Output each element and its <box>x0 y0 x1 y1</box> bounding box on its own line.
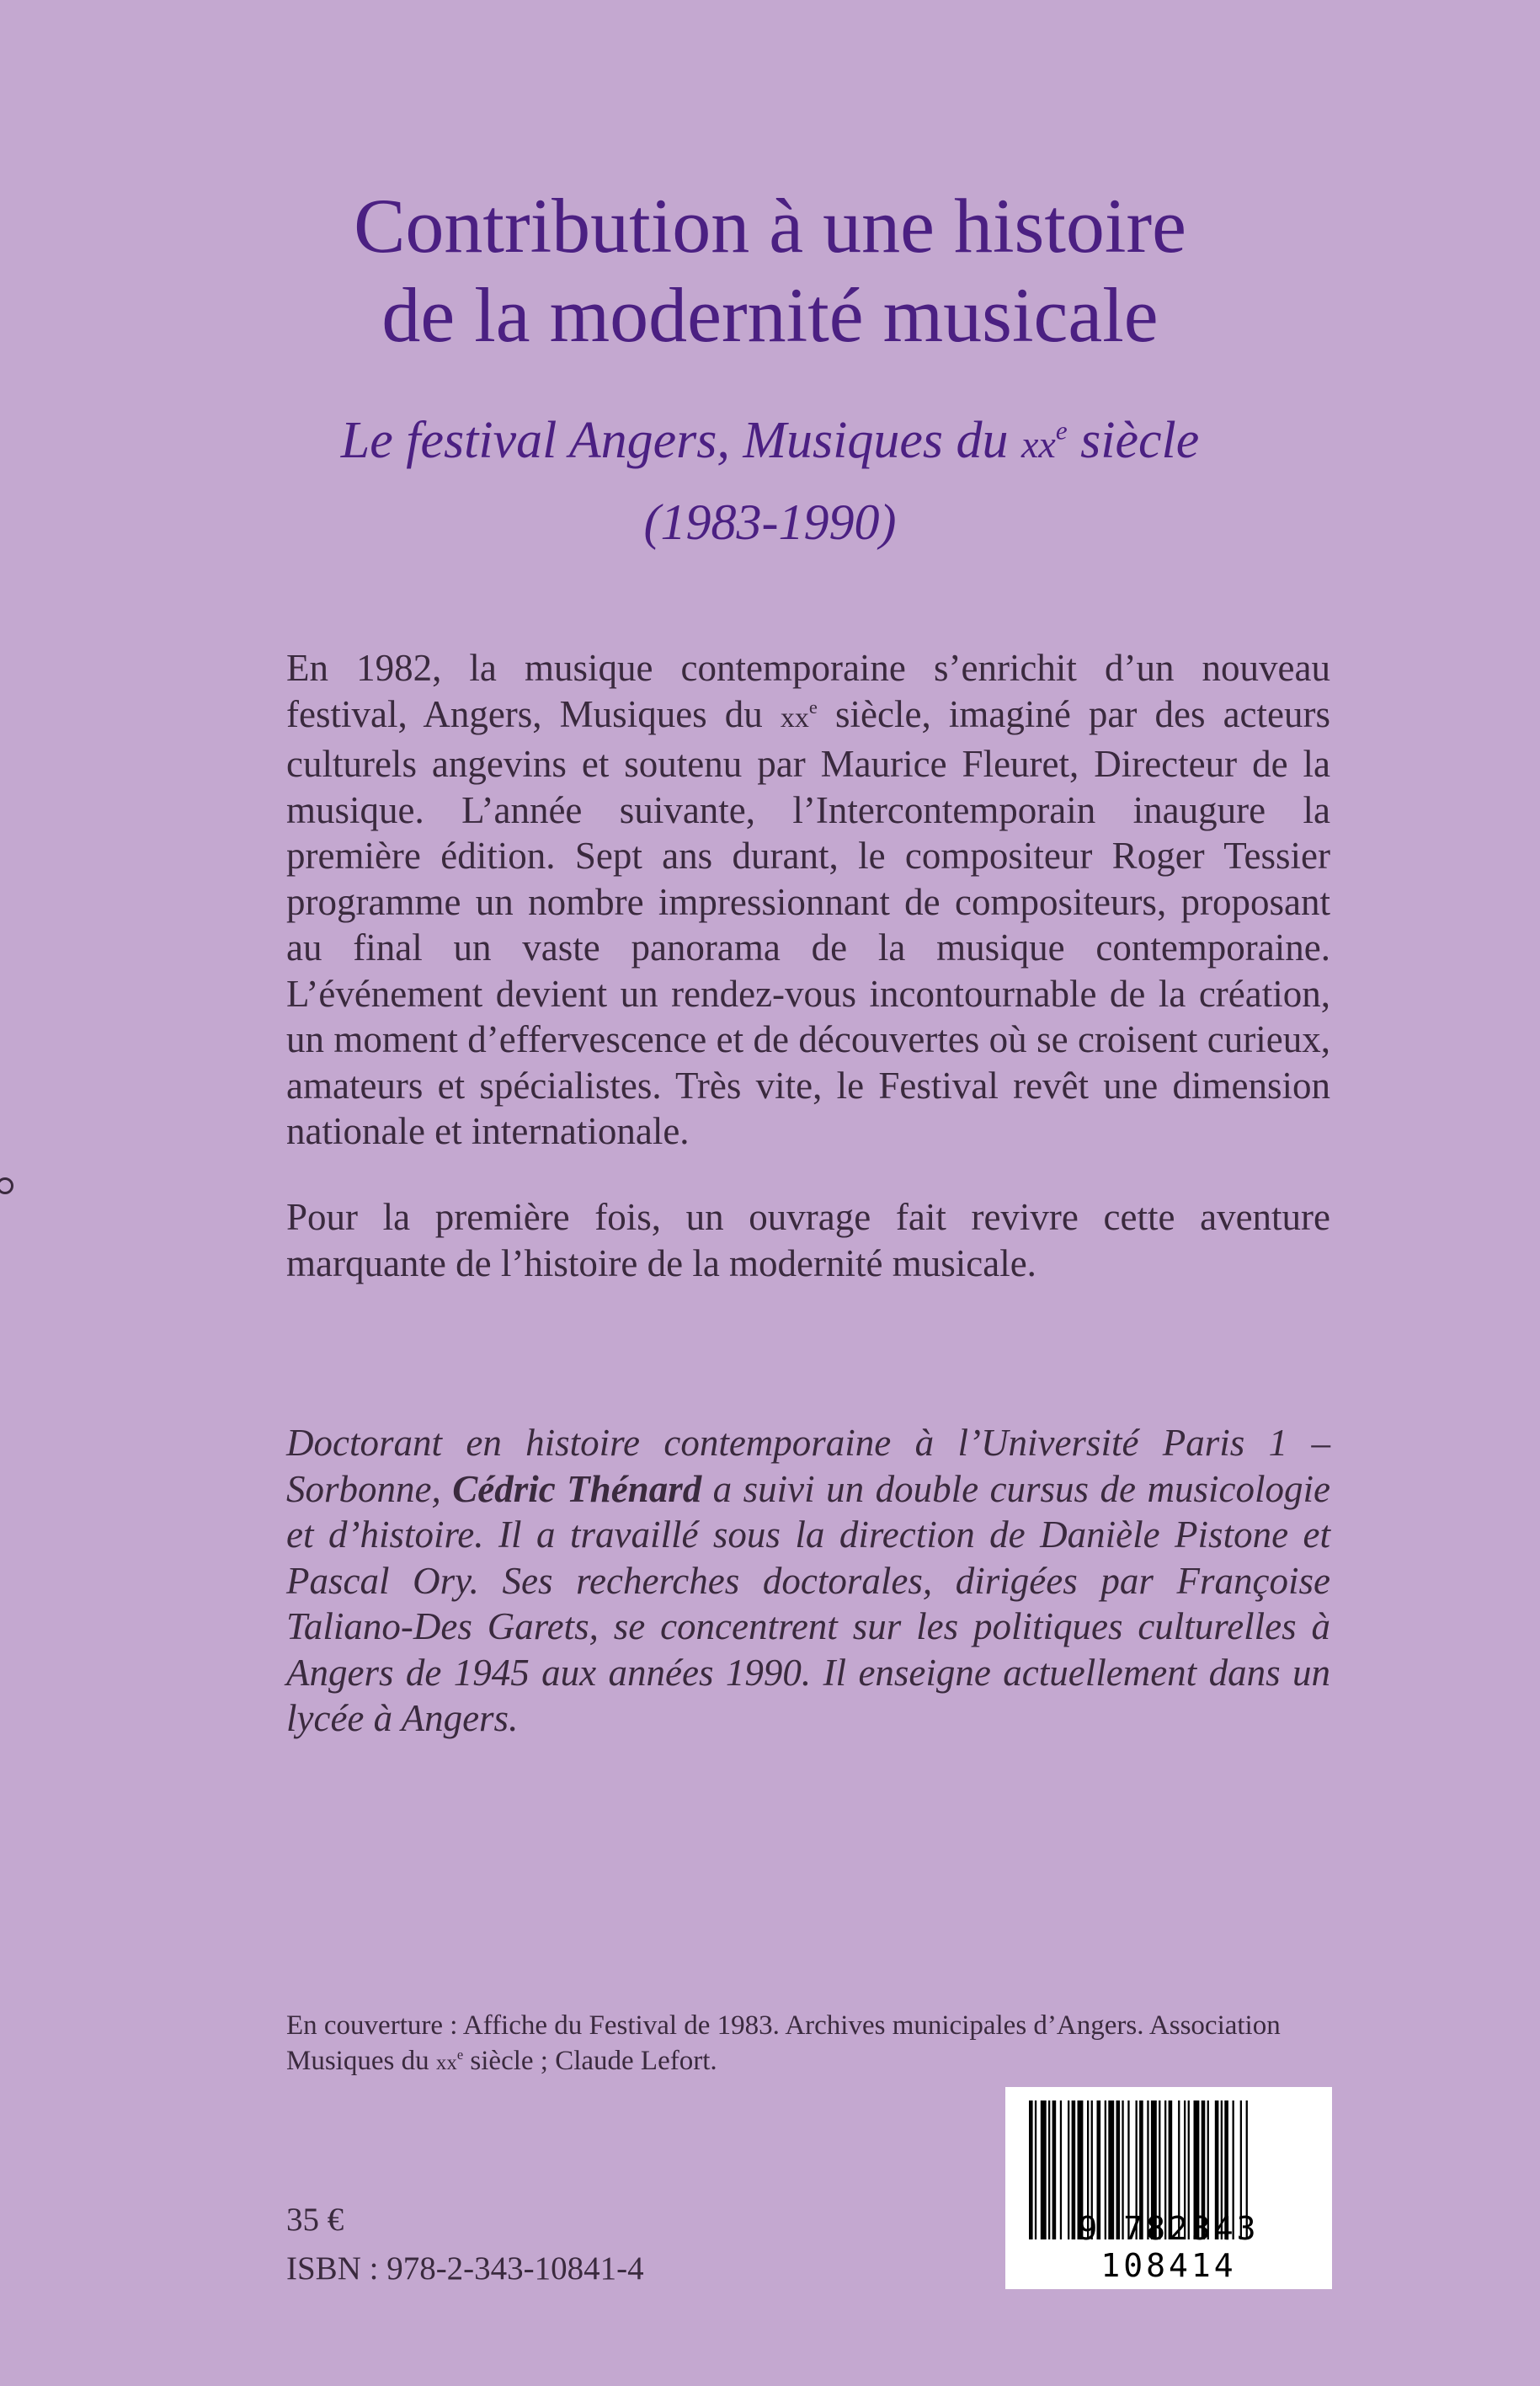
title-line-1: Contribution à une histoire <box>354 183 1186 269</box>
summary-paragraph-2: Pour la première fois, un ouvrage fait revivre cette aventure marquante de l’histoire de la modernité musicale. <box>286 1196 1330 1284</box>
title-line-2: de la modernité musicale <box>381 272 1159 358</box>
bio-end: a suivi un double cursus de musicologie et d’histoire. Il a travaillé sous la direction de Danièle Pistone et Pascal Ory. Ses recherches doctorales, dirigées par Françoise Taliano-Des Garets, se concentrent sur les politiques culturelles à Angers de 1945 aux années 1990. Il enseigne actuellement dans un lycée à Angers. <box>286 1467 1330 1739</box>
credit-start: En couverture : Affiche du Festival de 1983. Archives municipales d’Angers. Association Musiques du <box>286 2010 1281 2076</box>
summary-paragraph-1 <box>286 645 1330 1155</box>
credit-century: xx <box>435 2052 457 2074</box>
author-bio <box>286 1420 1330 1742</box>
bio-start: Doctorant en histoire contemporaine à l’Université Paris 1 – Sorbonne, <box>286 1422 1330 1510</box>
summary-p1-start: En 1982, la musique contemporaine s’enrichit d’un nouveau festival, Angers, Musiques du <box>286 647 1330 735</box>
subtitle-suffix: siècle <box>1067 412 1200 469</box>
barcode-digits: 9 782343 108414 <box>1078 2210 1260 2284</box>
summary-p1-end: siècle, imaginé par des acteurs culturels angevins et soutenu par Maurice Fleuret, Directeur de la musique. L’année suivante, l’Intercontemporain inaugure la première édition. Sept ans durant, le compositeur Roger Tessier programme un nombre impressionnant de compositeurs, proposant au final un vaste panorama de la musique contemporaine. L’événement devient un rendez-vous incontournable de la création, un moment d’effervescence et de découvertes où se croisent curieux, amateurs et spécialistes. Très vite, le Festival revêt une dimension nationale et internationale. <box>286 692 1330 1152</box>
credit-sup: e <box>456 2047 464 2063</box>
isbn: ISBN : 978-2-343-10841-4 <box>286 2250 644 2287</box>
barcode <box>1005 2087 1332 2289</box>
summary-p1-century: xx <box>780 702 809 734</box>
summary-p1-sup: e <box>808 696 818 718</box>
subtitle-century-sup: e <box>1055 415 1068 446</box>
subtitle-century: xx <box>1021 423 1056 466</box>
subtitle-dates: (1983-1990) <box>643 494 897 550</box>
cover-credit <box>286 2008 1330 2081</box>
subtitle-prefix: Le festival Angers, Musiques du <box>340 412 1021 469</box>
book-title <box>0 181 1540 360</box>
subtitle <box>0 407 1540 478</box>
registration-mark-icon <box>0 1177 13 1194</box>
author-name: Cédric Thénard <box>452 1467 702 1510</box>
price: 35 € <box>286 2202 344 2238</box>
credit-end: siècle ; Claude Lefort. <box>463 2046 717 2076</box>
